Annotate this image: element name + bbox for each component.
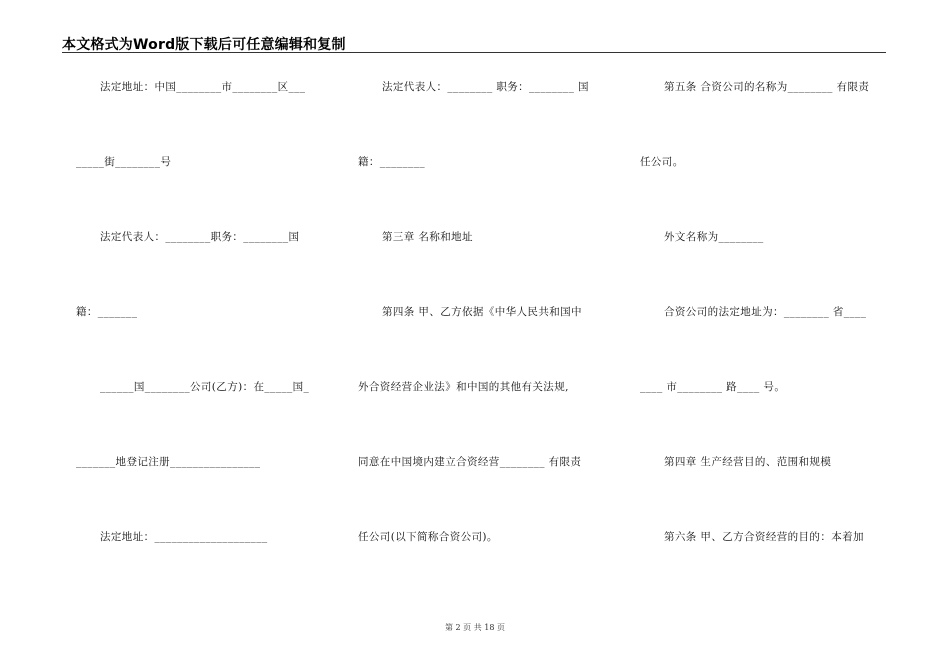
text-line: ____ 市________ 路____ 号。 (640, 381, 786, 393)
text-line: 任公司(以下简称合资公司)。 (358, 531, 498, 543)
text-line: 同意在中国境内建立合资经营________ 有限责 (358, 456, 582, 468)
text-line: 任公司。 (640, 156, 684, 168)
chapter-heading: 第三章 名称和地址 (382, 231, 473, 243)
text-column-2 (358, 0, 628, 672)
text-column-1 (76, 0, 346, 672)
text-line: 第六条 甲、乙方合资经营的目的：本着加 (664, 531, 864, 543)
text-line: 第五条 合资公司的名称为________ 有限责 (664, 81, 870, 93)
text-line: 法定地址：____________________ (100, 531, 268, 543)
text-line: 法定代表人：________职务：________国 (100, 231, 300, 243)
text-line: _______地登记注册________________ (76, 456, 261, 468)
text-line: 合资公司的法定地址为：________ 省____ (664, 306, 867, 318)
text-line: _____街________号 (76, 156, 172, 168)
text-line: 外合资经营企业法》和中国的其他有关法规, (358, 381, 569, 393)
text-line: 籍：_______ (76, 306, 138, 318)
chapter-heading: 第四章 生产经营目的、范围和规模 (664, 456, 832, 468)
text-line: 外文名称为________ (664, 231, 764, 243)
text-line: ______国________公司(乙方)：在_____国_ (100, 381, 310, 393)
page-number-footer: 第 2 页 共 18 页 (445, 623, 505, 632)
text-line: 法定地址：中国________市________区___ (100, 81, 306, 93)
text-column-3 (640, 0, 910, 672)
document-header-title: 本文格式为Word版下载后可任意编辑和复制 (62, 37, 346, 53)
text-line: 籍：________ (358, 156, 425, 168)
text-line: 法定代表人：________ 职务：________ 国 (382, 81, 589, 93)
text-line: 第四条 甲、乙方依据《中华人民共和国中 (382, 306, 582, 318)
